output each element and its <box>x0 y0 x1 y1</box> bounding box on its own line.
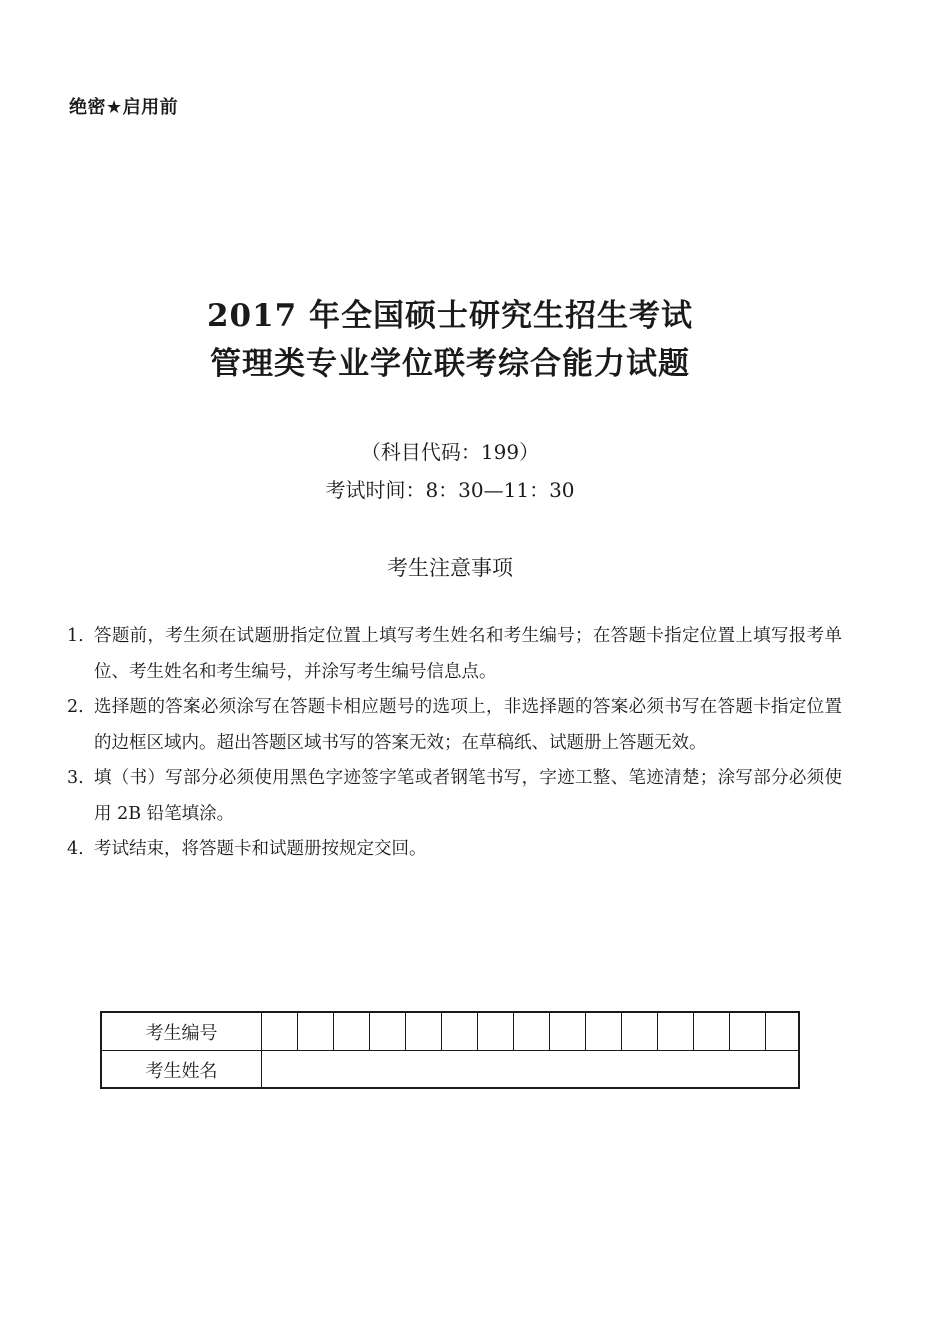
notice-item-text: 考试结束，将答题卡和试题册按规定交回。 <box>94 839 427 859</box>
candidate-number-digit-box[interactable] <box>586 1013 622 1050</box>
candidate-name-label: 考生姓名 <box>102 1051 262 1089</box>
candidate-number-digit-box[interactable] <box>658 1013 694 1050</box>
notice-item-number: 4. <box>67 839 84 859</box>
candidate-number-label: 考生编号 <box>102 1013 262 1050</box>
notice-heading: 考生注意事项 <box>387 556 513 580</box>
candidate-name-row <box>102 1051 798 1089</box>
candidate-number-boxes <box>262 1013 798 1050</box>
candidate-number-digit-box[interactable] <box>730 1013 766 1050</box>
notice-item <box>67 619 842 690</box>
notice-item-number: 1. <box>67 626 84 646</box>
candidate-number-digit-box[interactable] <box>262 1013 298 1050</box>
candidate-number-digit-box[interactable] <box>298 1013 334 1050</box>
notice-list <box>67 619 842 868</box>
candidate-number-digit-box[interactable] <box>622 1013 658 1050</box>
notice-item <box>67 761 842 832</box>
notice-item-text: 选择题的答案必须涂写在答题卡相应题号的选项上，非选择题的答案必须书写在答题卡指定位置的边框区域内。超出答题区域书写的答案无效；在草稿纸、试题册上答题无效。 <box>94 697 842 753</box>
notice-item-number: 3. <box>67 768 84 788</box>
exam-title <box>0 292 900 388</box>
candidate-number-digit-box[interactable] <box>478 1013 514 1050</box>
candidate-number-digit-box[interactable] <box>370 1013 406 1050</box>
candidate-number-digit-box[interactable] <box>550 1013 586 1050</box>
candidate-number-digit-box[interactable] <box>334 1013 370 1050</box>
candidate-info-table <box>100 1011 800 1089</box>
candidate-number-row <box>102 1013 798 1051</box>
exam-title-line-1: 2017 年全国硕士研究生招生考试 <box>206 298 694 334</box>
candidate-number-digit-box[interactable] <box>514 1013 550 1050</box>
notice-item-text: 填（书）写部分必须使用黑色字迹签字笔或者钢笔书写，字迹工整、笔迹清楚；涂写部分必须使用 2B 铅笔填涂。 <box>94 768 842 824</box>
exam-title-line-2: 管理类专业学位联考综合能力试题 <box>210 346 690 382</box>
notice-item <box>67 832 842 868</box>
notice-item-number: 2. <box>67 697 84 717</box>
candidate-number-digit-box[interactable] <box>406 1013 442 1050</box>
notice-item-text: 答题前，考生须在试题册指定位置上填写考生姓名和考生编号；在答题卡指定位置上填写报考单位、考生姓名和考生编号，并涂写考生编号信息点。 <box>94 626 842 682</box>
subject-code: （科目代码：199） <box>360 440 540 464</box>
classification-label: 绝密★启用前 <box>69 97 179 118</box>
notice-item <box>67 690 842 761</box>
subject-info <box>0 433 900 509</box>
candidate-number-digit-box[interactable] <box>442 1013 478 1050</box>
candidate-number-digit-box[interactable] <box>766 1013 798 1050</box>
candidate-name-field[interactable] <box>262 1051 798 1089</box>
candidate-number-digit-box[interactable] <box>694 1013 730 1050</box>
exam-time: 考试时间：8：30—11：30 <box>325 478 575 502</box>
